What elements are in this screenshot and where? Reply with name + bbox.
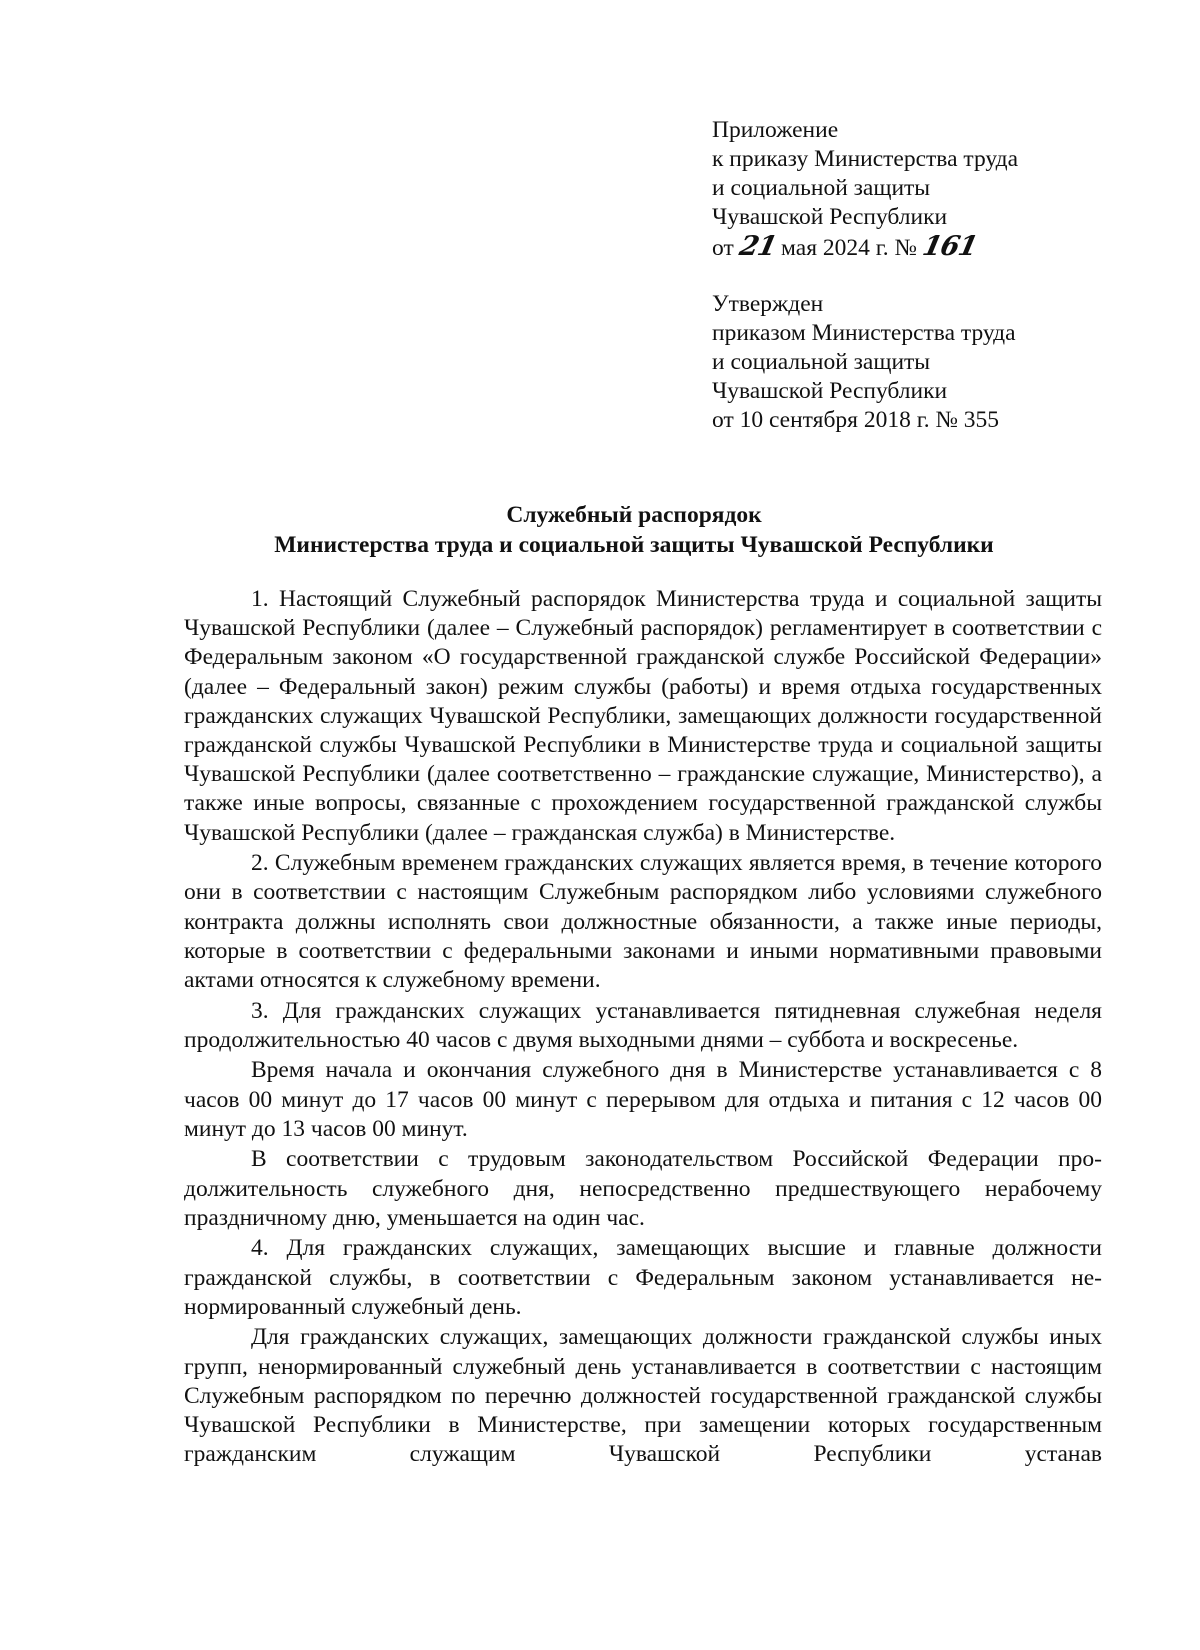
approved-line: Чувашской Республики — [712, 378, 948, 404]
paragraph-1: 1. Настоящий Служебный распорядок Министерства труда и социальной защиты Чувашской Республики (далее – Служебный распорядок) регламентирует в соответствии с Федеральным законом «О государственной гражданской службе Российской Федерации» (далее – Федеральный закон) режим службы (работы) и время отдыха государственных гражданских служащих Чувашской Республики, замещающих должности государственной гражданской службы Чувашской Республики в Министерстве труда и социальной защиты Чувашской Республики (далее соответственно – гражданские служащие, Министерство), а также иные вопросы, связанные с прохождением государственной гражданской службы Чувашской Республики (далее – гражданская служба) в Министерстве. — [184, 586, 1102, 846]
title-line-1: Служебный распорядок — [506, 502, 762, 528]
approved-date-line: от 10 сентября 2018 г. № 355 — [712, 407, 1000, 433]
appendix-line: и социальной защиты — [712, 175, 931, 201]
appendix-date-line — [712, 232, 1142, 263]
approved-line: приказом Министерства труда — [712, 320, 1016, 346]
paragraph-holiday: В соответствии с трудовым законодательством Российской Федерации продолжительность служебного дня, непосредственно предшествующего нерабочему праздничному дню, уменьшается на один час. — [184, 1146, 1102, 1231]
handwritten-day: 21 — [736, 231, 779, 262]
approved-line: и социальной защиты — [712, 349, 931, 375]
date-prefix: от — [712, 235, 734, 261]
paragraph-3: 3. Для гражданских служащих устанавливается пятидневная служебная неделя продолжительностью 40 часов с двумя выходными днями – суббота и воскресенье. — [184, 997, 1102, 1053]
date-middle: мая 2024 г. № — [781, 235, 917, 261]
appendix-line: к приказу Министерства труда — [712, 146, 1019, 172]
appendix-label: Приложение — [712, 117, 839, 143]
document-title — [150, 500, 1118, 560]
approved-label: Утвержден — [712, 291, 824, 317]
paragraph-work-hours: Время начала и окончания служебного дня в Министерстве устанавливается с 8 часов 00 минут до 17 часов 00 минут с перерывом для отдыха и питания с 12 часов 00 минут до 13 часов 00 минут. — [184, 1057, 1102, 1142]
paragraph-2: 2. Служебным временем гражданских служащих является время, в течение которого они в соответствии с настоящим Служебным распорядком либо условиями служебного контракта должны исполнять свои должностные обязанности, а также иные периоды, которые в соответствии с федеральными законами и иными нормативными правовыми актами относятся к служебному времени. — [184, 850, 1102, 994]
appendix-block — [712, 116, 1142, 263]
document-body — [184, 585, 1102, 1471]
approved-block — [712, 290, 1142, 435]
appendix-line: Чувашской Республики — [712, 204, 948, 230]
title-line-2: Министерства труда и социальной защиты Чувашской Республики — [274, 532, 994, 558]
paragraph-other-groups: Для гражданских служащих, замещающих должности гражданской службы иных групп, ненормированный служебный день устанавливается в соответствии с настоящим Служебным распорядком по перечню должностей государственной гражданской службы Чувашской Республики в Министерстве, при замещении которых государственным гражданским служащим Чувашской Республики устанав — [184, 1324, 1102, 1468]
handwritten-order-number: 161 — [919, 231, 980, 262]
paragraph-4: 4. Для гражданских служащих, замещающих высшие и главные должности гражданской службы, в соответствии с Федеральным законом устанавливается ненормированный служебный день. — [184, 1235, 1102, 1320]
